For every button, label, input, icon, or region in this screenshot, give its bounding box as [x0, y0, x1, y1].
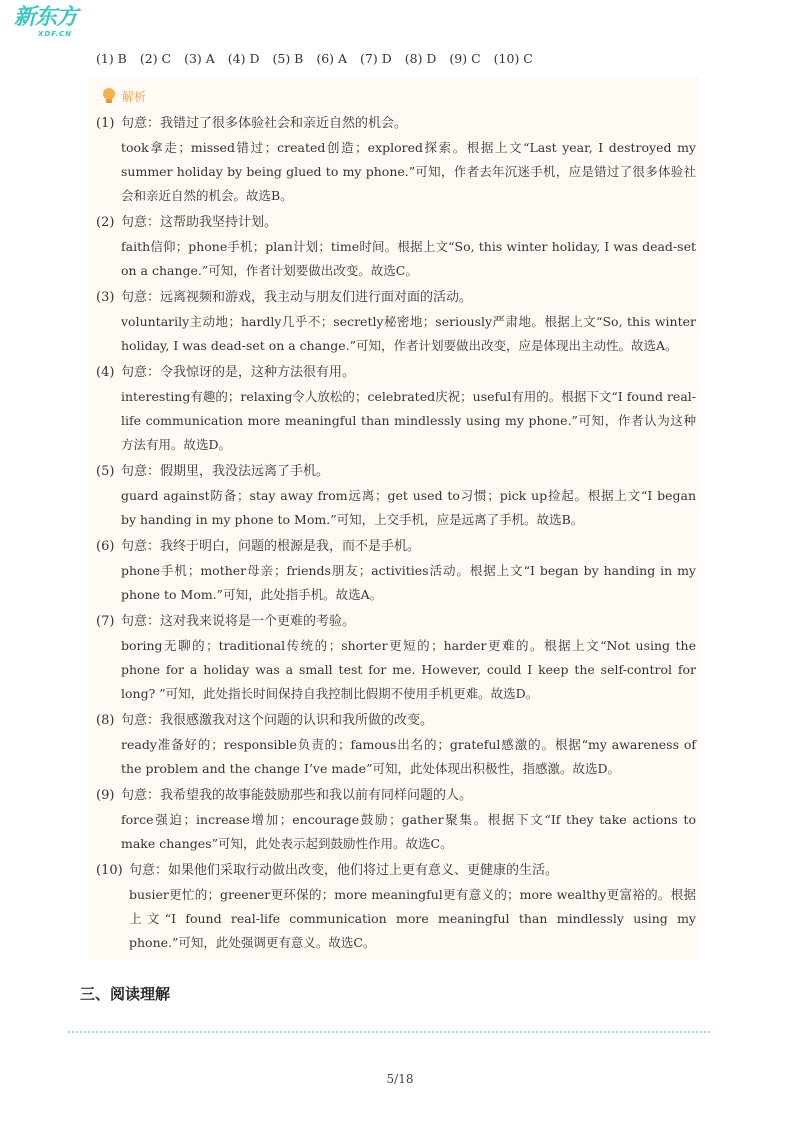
answer-item: (8) D: [404, 51, 437, 66]
dotted-divider: [68, 1031, 710, 1033]
analysis-item: [96, 859, 696, 955]
analysis-list: [96, 112, 696, 958]
answer-item: (7) D: [360, 51, 392, 66]
analysis-item: [96, 112, 696, 208]
item-meaning: 句意：假期里，我没法远离了手机。: [121, 464, 330, 479]
answer-key: [96, 49, 706, 69]
item-meaning: 句意：如果他们采取行动做出改变，他们将过上更有意义、更健康的生活。: [129, 863, 559, 878]
item-number: (10): [96, 863, 123, 878]
analysis-item: [96, 211, 696, 283]
item-number: (8): [96, 713, 115, 728]
item-number: (5): [96, 464, 115, 479]
item-number: (6): [96, 539, 115, 554]
item-explanation: guard against防备；stay away from远离；get used to习惯；pick up捡起。根据上文“I began by handing in my phone to Mom.”可知，上交手机，应是远离了手机。故选B。: [121, 488, 696, 527]
item-explanation: interesting有趣的；relaxing令人放松的；celebrated庆祝；useful有用的。根据下文“I found real-life communication more meaningful than mindlessly using my phone.”可知，作者认为这种方法有用。故选D。: [121, 389, 696, 452]
logo-text: 新东方: [14, 5, 78, 30]
item-meaning: 句意：这帮助我坚持计划。: [121, 215, 278, 230]
page-number: 5/18: [386, 1072, 414, 1086]
item-meaning: 句意：令我惊讶的是，这种方法很有用。: [121, 365, 356, 380]
item-meaning: 句意：我终于明白，问题的根源是我，而不是手机。: [121, 539, 421, 554]
item-number: (4): [96, 365, 115, 380]
item-explanation: took拿走；missed错过；created创造；explored探索。根据上文“Last year, I destroyed my summer holiday by being glued to my phone.”可知，作者去年沉迷手机，应是错过了很多体验社会和亲近自然的机会。故选B。: [121, 140, 696, 203]
answer-item: (10) C: [493, 51, 533, 66]
logo: [14, 6, 86, 46]
analysis-item: [96, 610, 696, 706]
answer-item: (3) A: [184, 51, 215, 66]
item-meaning: 句意：这对我来说将是一个更难的考验。: [121, 614, 356, 629]
analysis-item: [96, 361, 696, 457]
item-number: (3): [96, 290, 115, 305]
answer-item: (2) C: [139, 51, 172, 66]
answer-item: (9) C: [449, 51, 481, 66]
answer-item: (1) B: [96, 51, 127, 66]
item-explanation: busier更忙的；greener更环保的；more meaningful更有意义的；more wealthy更富裕的。根据上文“I found real-life communication more meaningful than mindlessly using my phone.”可知，此处强调更有意义。故选C。: [129, 887, 696, 950]
analysis-item: [96, 709, 696, 781]
item-number: (9): [96, 788, 115, 803]
item-explanation: faith信仰；phone手机；plan计划；time时间。根据上文“So, this winter holiday, I was dead-set on a change.”可知，作者计划要做出改变。故选C。: [121, 239, 696, 278]
item-meaning: 句意：我很感激我对这个问题的认识和我所做的改变。: [121, 713, 434, 728]
item-meaning: 句意：我错过了很多体验社会和亲近自然的机会。: [121, 116, 408, 131]
answer-item: (4) D: [227, 51, 260, 66]
logo-subtext: XDF.CN: [38, 30, 73, 38]
item-number: (7): [96, 614, 115, 629]
item-explanation: ready准备好的；responsible负责的；famous出名的；grateful感激的。根据“my awareness of the problem and the change I’ve made”可知，此处体现出积极性，指感激。故选D。: [121, 737, 696, 776]
answer-item: (5) B: [272, 51, 304, 66]
item-explanation: boring无聊的；traditional传统的；shorter更短的；harder更难的。根据上文“Not using the phone for a holiday was a small test for me. However, could I keep the self-control for long? ”可知，此处指长时间保持自我控制比假期不使用手机更难。故选D。: [121, 638, 696, 701]
item-explanation: force强迫；increase增加；encourage鼓励；gather聚集。根据下文“If they take actions to make changes”可知，此处表示起到鼓励性作用。故选C。: [121, 812, 696, 851]
item-explanation: phone手机；mother母亲；friends朋友；activities活动。根据上文“I began by handing in my phone to Mom.”可知，此处指手机。故选A。: [121, 563, 696, 602]
section-title: 三、阅读理解: [80, 985, 171, 1003]
answer-item: (6) A: [316, 51, 348, 66]
analysis-item: [96, 460, 696, 532]
analysis-item: [96, 286, 696, 358]
item-number: (2): [96, 215, 115, 230]
item-number: (1): [96, 116, 115, 131]
analysis-header: [102, 86, 146, 106]
item-meaning: 句意：远离视频和游戏，我主动与朋友们进行面对面的活动。: [121, 290, 473, 305]
lightbulb-icon: [102, 88, 116, 104]
analysis-item: [96, 535, 696, 607]
analysis-item: [96, 784, 696, 856]
item-explanation: voluntarily主动地；hardly几乎不；secretly秘密地；seriously严肃地。根据上文“So, this winter holiday, I was dead-set on a change.”可知，作者计划要做出改变，应是体现出主动性。故选A。: [121, 314, 696, 353]
item-meaning: 句意：我希望我的故事能鼓励那些和我以前有同样问题的人。: [121, 788, 473, 803]
analysis-label: 解析: [122, 89, 147, 104]
